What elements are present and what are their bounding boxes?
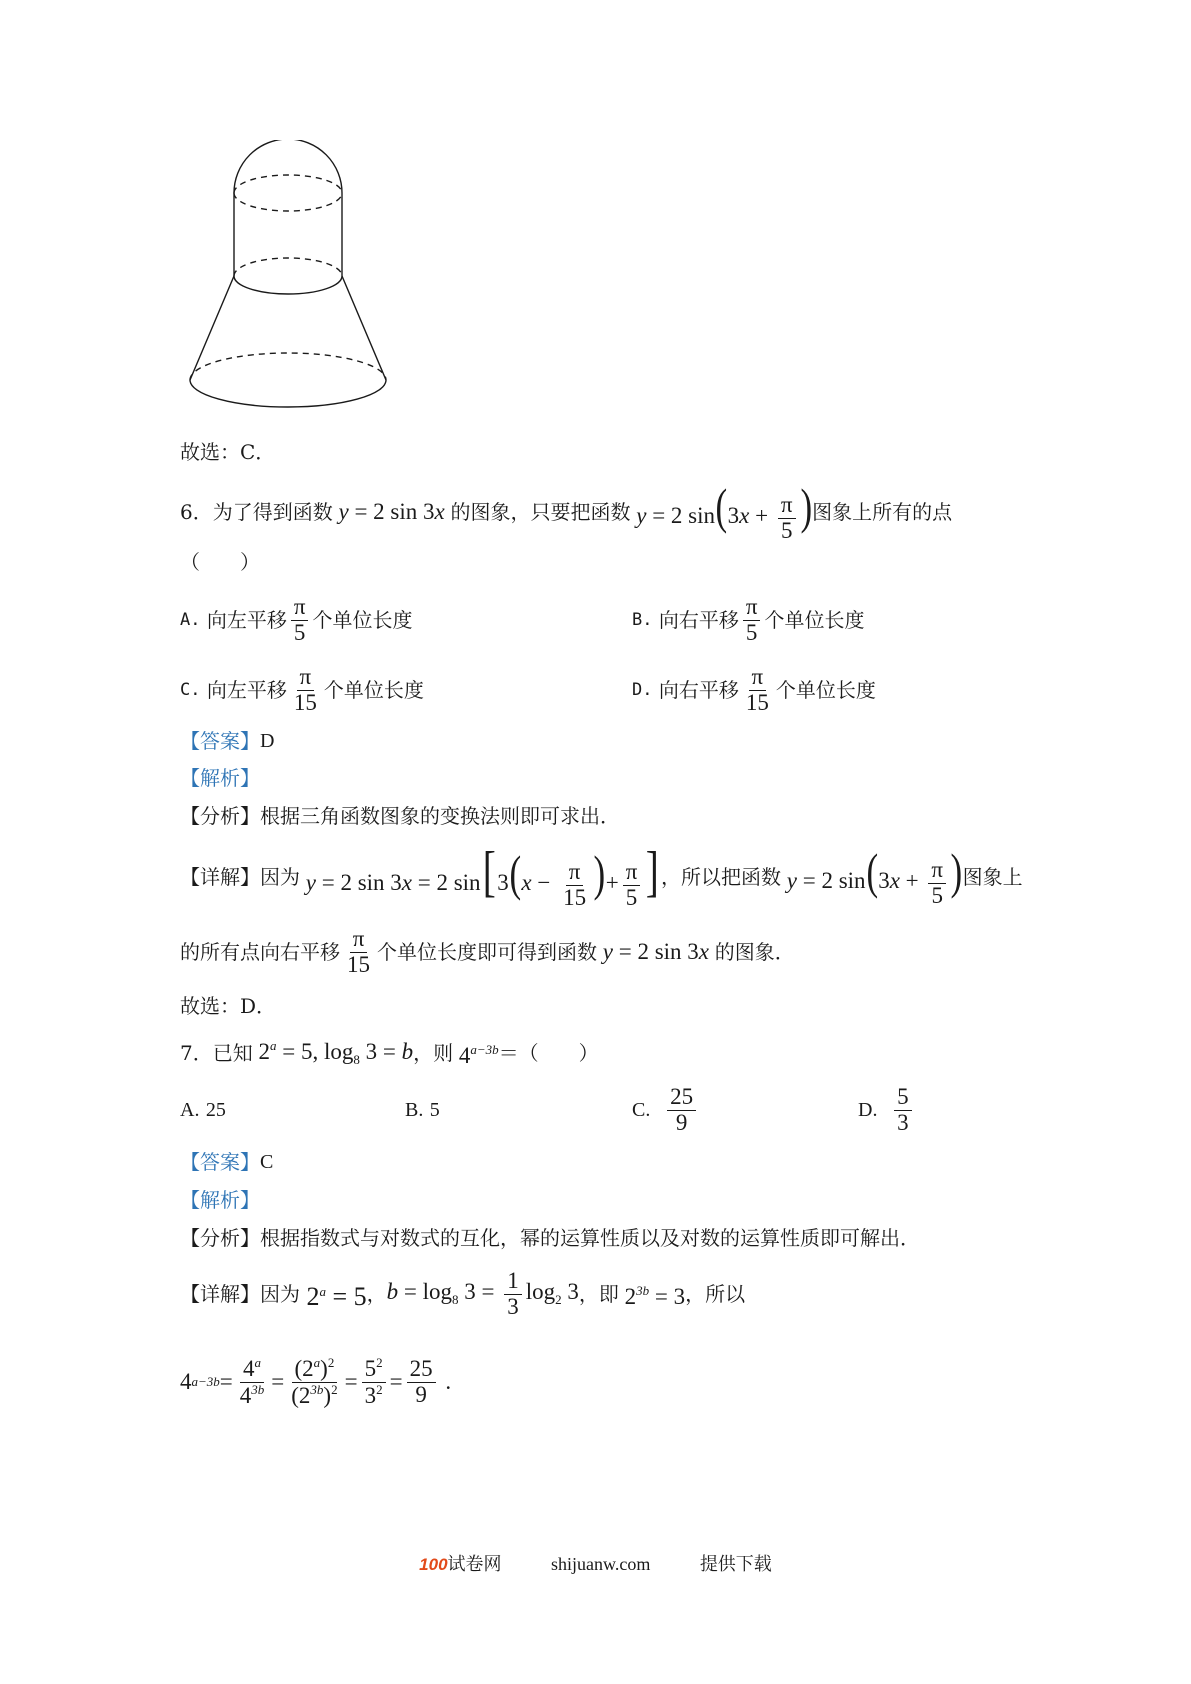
option-text: 个单位长度 bbox=[323, 678, 424, 702]
bottom-ellipse-front bbox=[190, 380, 386, 407]
fraction: $\frac{\pi}{15}$ bbox=[347, 926, 370, 977]
option-value: 5 bbox=[429, 1099, 440, 1121]
conclusion-text: 故选：C． bbox=[180, 440, 276, 464]
analysis-tag: 【解析】 bbox=[180, 1188, 260, 1212]
q6-detail bbox=[180, 841, 1023, 910]
hemisphere-arc bbox=[234, 140, 342, 193]
top-ellipse-back bbox=[234, 175, 342, 193]
q6-stem bbox=[180, 478, 953, 543]
frac-den: 5 bbox=[293, 619, 306, 645]
q6-function-1: y = 2 sin 3x bbox=[338, 499, 445, 524]
q7-derivation bbox=[180, 1340, 451, 1424]
frac-num: π bbox=[749, 665, 767, 690]
q6-detail-line2 bbox=[180, 924, 795, 980]
option-text: 个单位长度 bbox=[764, 608, 865, 632]
option-letter: A. bbox=[180, 610, 201, 630]
frac-den: 9 bbox=[675, 1109, 688, 1135]
q6-answer bbox=[180, 727, 274, 755]
option-text: 向右平移 bbox=[658, 678, 739, 702]
answer-value: C bbox=[260, 1151, 274, 1173]
site-domain[interactable]: shijuanw.com bbox=[551, 1554, 651, 1574]
q7-stem bbox=[180, 1036, 599, 1070]
q7-given: $2^a = 5$, $\log_8 3 = b$ bbox=[252, 1038, 414, 1067]
frustum-right bbox=[342, 276, 386, 380]
detail-mid2: ，即 bbox=[578, 1282, 619, 1306]
q7-stem-prefix: 7．已知 bbox=[180, 1041, 253, 1065]
frac-num: π bbox=[743, 595, 761, 620]
site-slogan: 提供下载 bbox=[699, 1554, 772, 1575]
fenxi-text: 根据指数式与对数式的互化，幂的运算性质以及对数的运算性质即可解出． bbox=[260, 1226, 920, 1250]
q6-option-d[interactable] bbox=[632, 662, 876, 718]
answer-paren: （ ） bbox=[180, 550, 260, 574]
site-name: 试卷网 bbox=[447, 1554, 502, 1575]
option-letter: B. bbox=[632, 610, 653, 630]
option-letter: C. bbox=[632, 1099, 651, 1121]
q7-stem-suffix: ，则 bbox=[413, 1041, 454, 1065]
q6-stem-suffix: 图象上所有的点 bbox=[812, 500, 953, 524]
mid-ellipse-back bbox=[234, 258, 342, 276]
detail-line2-pre: 的所有点向右平移 bbox=[180, 940, 340, 964]
option-letter: C. bbox=[180, 680, 201, 700]
q7-answer bbox=[180, 1148, 273, 1176]
q7-detail-eq2: $b = \log_8 3$ = $\frac{1}{3}$ $\log_2 3$ bbox=[386, 1268, 579, 1319]
frac-num: 5 bbox=[894, 1085, 912, 1110]
option-letter: A. bbox=[180, 1099, 200, 1121]
detail-pre: 因为 bbox=[260, 865, 300, 889]
q6-target-function: y = 2 sin 3x bbox=[602, 939, 709, 964]
conclusion-text: 故选：D． bbox=[180, 994, 277, 1018]
q7-option-d[interactable] bbox=[858, 1082, 916, 1138]
q7-expression: $4^{a-3b}$ bbox=[453, 1042, 499, 1068]
frac-den: 15 bbox=[745, 689, 769, 715]
option-text: 向左平移 bbox=[206, 608, 287, 632]
q7-option-c[interactable] bbox=[632, 1082, 700, 1138]
frustum-left bbox=[190, 276, 234, 380]
option-text: 向右平移 bbox=[658, 608, 739, 632]
frac-num: π bbox=[297, 665, 315, 690]
detail-mid: ，所以把函数 bbox=[661, 865, 781, 889]
option-text: 个单位长度 bbox=[775, 678, 876, 702]
frac-num: π bbox=[291, 595, 309, 620]
q6-option-b[interactable] bbox=[632, 592, 864, 648]
detail-tag: 【详解】 bbox=[180, 865, 260, 889]
q7-derivation-formula: 4 a−3b = $\frac{4^a}{4^{3b}}$ = $\frac{(2^a)^2}{(2^{3b})^2}$ = $\frac{5^2}{3^2}$ = $\frac{25}{9}$ . bbox=[180, 1355, 452, 1408]
top-ellipse-front bbox=[234, 193, 342, 211]
fenxi-text: 根据三角函数图象的变换法则即可求出． bbox=[260, 804, 620, 828]
frac-den: 15 bbox=[293, 689, 317, 715]
q7-fenxi bbox=[180, 1224, 920, 1252]
q7-detail-eq3: $2^{3b} = 3$ bbox=[618, 1283, 686, 1309]
detail-line2-mid: 个单位长度即可得到函数 bbox=[377, 940, 597, 964]
answer-tag: 【答案】 bbox=[180, 729, 260, 753]
option-text: 向左平移 bbox=[206, 678, 287, 702]
q7-analysis bbox=[180, 1186, 260, 1214]
fenxi-tag: 【分析】 bbox=[180, 804, 260, 828]
frac-num: 25 bbox=[667, 1085, 696, 1110]
q7-stem-end: ＝（ ） bbox=[498, 1041, 599, 1065]
bottom-ellipse-back bbox=[190, 353, 386, 380]
option-letter: B. bbox=[405, 1099, 424, 1121]
q6-stem-mid: 的图象，只要把函数 bbox=[450, 500, 631, 524]
q7-option-b[interactable] bbox=[405, 1082, 440, 1138]
q6-function-2: y = 2 sin(3x + $\frac{\pi}{5}$ ) bbox=[636, 478, 812, 543]
mid-ellipse-front bbox=[234, 276, 342, 294]
q6-option-c[interactable] bbox=[180, 662, 424, 718]
option-text: 个单位长度 bbox=[312, 608, 413, 632]
q6-conclusion bbox=[180, 992, 276, 1020]
detail-post: ，所以 bbox=[685, 1282, 746, 1306]
option-letter: D. bbox=[858, 1099, 878, 1121]
q6-stem-prefix: 6．为了得到函数 bbox=[180, 500, 333, 524]
q7-detail-eq1: $2^a = 5$ bbox=[300, 1281, 367, 1311]
q6-paren bbox=[180, 548, 260, 576]
detail-line2-post: 的图象． bbox=[714, 940, 795, 964]
frac-den: 3 bbox=[897, 1109, 909, 1135]
q6-detail-formula-2: y = 2 sin(3x + $\frac{\pi}{5}$ ) bbox=[786, 843, 963, 908]
site-logo: 100 bbox=[419, 1555, 448, 1574]
analysis-tag: 【解析】 bbox=[180, 766, 260, 790]
detail-mid1: ， bbox=[366, 1282, 387, 1306]
detail-pre: 因为 bbox=[260, 1282, 300, 1306]
option-value: 25 bbox=[205, 1099, 226, 1121]
answer-value: D bbox=[260, 730, 275, 752]
q6-detail-formula: y = 2 sin 3x = 2 sin[3(x − $\frac{\pi}{15}$ )+ $\frac{\pi}{5}$ ] bbox=[305, 841, 660, 910]
q7-detail bbox=[180, 1266, 745, 1322]
detail-post: 图象上 bbox=[962, 865, 1023, 889]
q7-option-a[interactable] bbox=[180, 1082, 226, 1138]
answer-tag: 【答案】 bbox=[180, 1150, 260, 1174]
page-footer bbox=[0, 1550, 1191, 1576]
q5-conclusion bbox=[180, 438, 275, 466]
frac-den: 5 bbox=[745, 619, 758, 645]
solid-figure bbox=[180, 140, 410, 420]
option-letter: D. bbox=[632, 680, 653, 700]
q6-option-a[interactable] bbox=[180, 592, 412, 648]
detail-tag: 【详解】 bbox=[180, 1282, 260, 1306]
fenxi-tag: 【分析】 bbox=[180, 1226, 260, 1250]
q6-analysis bbox=[180, 764, 260, 792]
q6-fenxi bbox=[180, 802, 620, 830]
